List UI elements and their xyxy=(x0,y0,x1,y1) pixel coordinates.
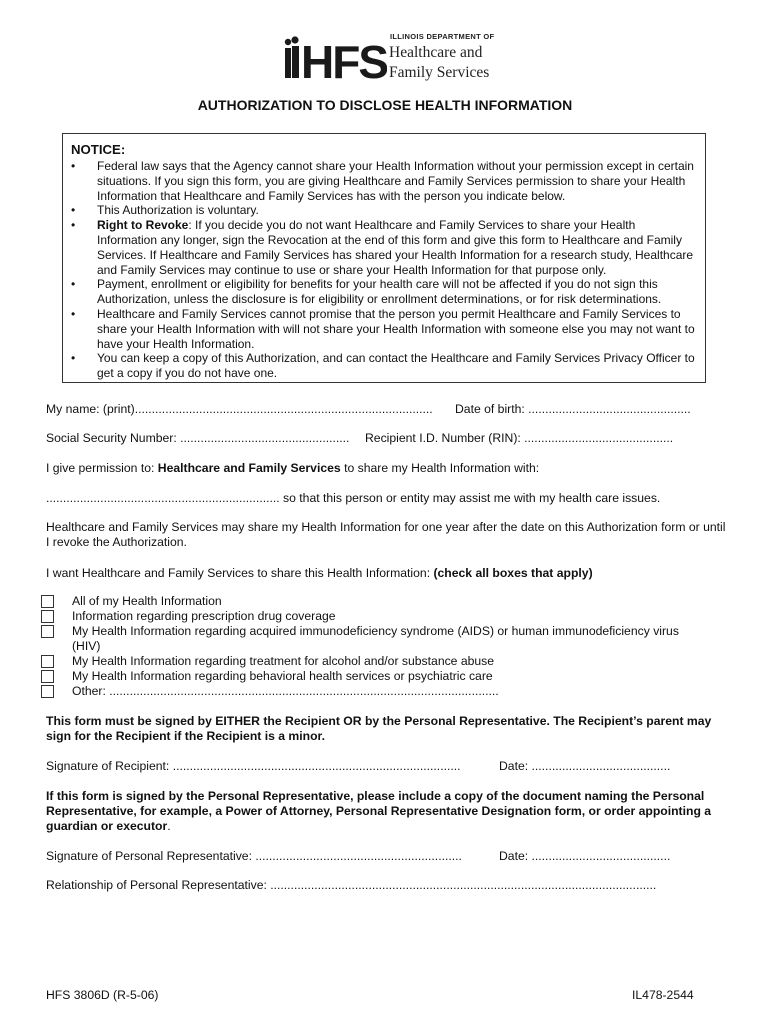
notice-item: • You can keep a copy of this Authorization, and can contact the Healthcare and Family Services Privacy Officer to get a copy if you do not have one. xyxy=(63,351,697,381)
form-number: HFS 3806D (R-5-06) xyxy=(46,988,159,1002)
checkbox-label: Information regarding prescription drug coverage xyxy=(72,609,336,623)
logo-letters: HFS xyxy=(301,36,387,82)
recipient-date-field[interactable]: Date: ......................................... xyxy=(499,759,671,773)
aids-hiv-checkbox[interactable] xyxy=(41,625,54,638)
share-instructions: I want Healthcare and Family Services to share this Health Information: (check all boxes that apply) xyxy=(46,566,593,580)
hfs-logo-icon xyxy=(283,34,387,82)
behavioral-health-checkbox[interactable] xyxy=(41,670,54,683)
duration-statement: Healthcare and Family Services may share my Health Information for one year after the date on this Authorization form or until I revoke the Authorization. xyxy=(46,520,726,549)
notice-item: • Right to Revoke: If you decide you do not want Healthcare and Family Services to share your Health Information any longer, sign the Revocation at the end of this form and give this form to Healthcare and Family Services. If Healthcare and Family Services has shared your Health Information for a research study, Healthcare and Family Services may continue to use or share your Health Information for that purpose only. xyxy=(63,218,697,277)
notice-item: • Federal law says that the Agency cannot share your Health Information without your permission except in certain situations. If you sign this form, you are giving Healthcare and Family Services permission to share your Health Information that Healthcare and Family Services has with the person you indicate below. xyxy=(63,159,697,203)
name-field[interactable]: My name: (print)........................................................................................ xyxy=(46,402,433,416)
dob-field[interactable]: Date of birth: ................................................ xyxy=(455,402,691,416)
signing-requirement-note: This form must be signed by EITHER the Recipient OR by the Personal Representative. The Recipient’s parent may sign for the Recipient if the Recipient is a minor. xyxy=(46,714,712,743)
recipient-person-field[interactable]: ..................................................................... so that this person or entity may assist me with my health care issues. xyxy=(46,491,661,505)
checkbox-label: My Health Information regarding behavioral health services or psychiatric care xyxy=(72,669,493,683)
hfs-logo xyxy=(283,30,498,86)
notice-heading: NOTICE: xyxy=(71,142,126,157)
notice-item: • Healthcare and Family Services cannot promise that the person you permit Healthcare and Family Services to share your Health Information with will not share your Health Information with someone else you may not want to have your Health Information. xyxy=(63,307,697,351)
form-code: IL478-2544 xyxy=(632,988,694,1002)
rin-field[interactable]: Recipient I.D. Number (RIN): ............................................ xyxy=(365,431,674,445)
notice-item: • This Authorization is voluntary. xyxy=(63,203,697,218)
logo-name-line2: Family Services xyxy=(389,64,490,81)
checkbox-label-continued: (HIV) xyxy=(72,639,101,653)
logo-name-line1: Healthcare and xyxy=(389,44,483,61)
checkbox-label: All of my Health Information xyxy=(72,594,222,608)
all-info-checkbox[interactable] xyxy=(41,595,54,608)
representative-signature-field[interactable]: Signature of Personal Representative: ............................................................. xyxy=(46,849,462,863)
notice-box xyxy=(62,133,706,383)
notice-item: • Payment, enrollment or eligibility for benefits for your health care will not be affected if you do not sign this Authorization, unless the disclosure is for eligibility or enrollment determinations, or for risk determinations. xyxy=(63,277,697,307)
recipient-signature-field[interactable]: Signature of Recipient: ..................................................................................... xyxy=(46,759,461,773)
representative-date-field[interactable]: Date: ......................................... xyxy=(499,849,671,863)
representative-note: If this form is signed by the Personal Representative, please include a copy of the document naming the Personal Representative, for example, a Power of Attorney, Personal Representative Designation form, or order appointing a guardian or executor. xyxy=(46,789,712,833)
permission-statement: I give permission to: Healthcare and Family Services to share my Health Information with: xyxy=(46,461,540,475)
notice-list xyxy=(63,159,697,381)
prescription-checkbox[interactable] xyxy=(41,610,54,623)
logo-agency: ILLINOIS DEPARTMENT OF xyxy=(390,32,495,41)
substance-abuse-checkbox[interactable] xyxy=(41,655,54,668)
other-field[interactable]: Other: ................................................................................................................... xyxy=(72,684,499,698)
checkbox-label: My Health Information regarding acquired immunodeficiency syndrome (AIDS) or human immunodeficiency virus xyxy=(72,624,679,638)
ssn-field[interactable]: Social Security Number: .................................................. xyxy=(46,431,350,445)
relationship-field[interactable]: Relationship of Personal Representative: .................................................................................................................. xyxy=(46,878,657,892)
checkbox-label: My Health Information regarding treatment for alcohol and/or substance abuse xyxy=(72,654,495,668)
form-title: AUTHORIZATION TO DISCLOSE HEALTH INFORMATION xyxy=(197,97,573,113)
other-checkbox[interactable] xyxy=(41,685,54,698)
